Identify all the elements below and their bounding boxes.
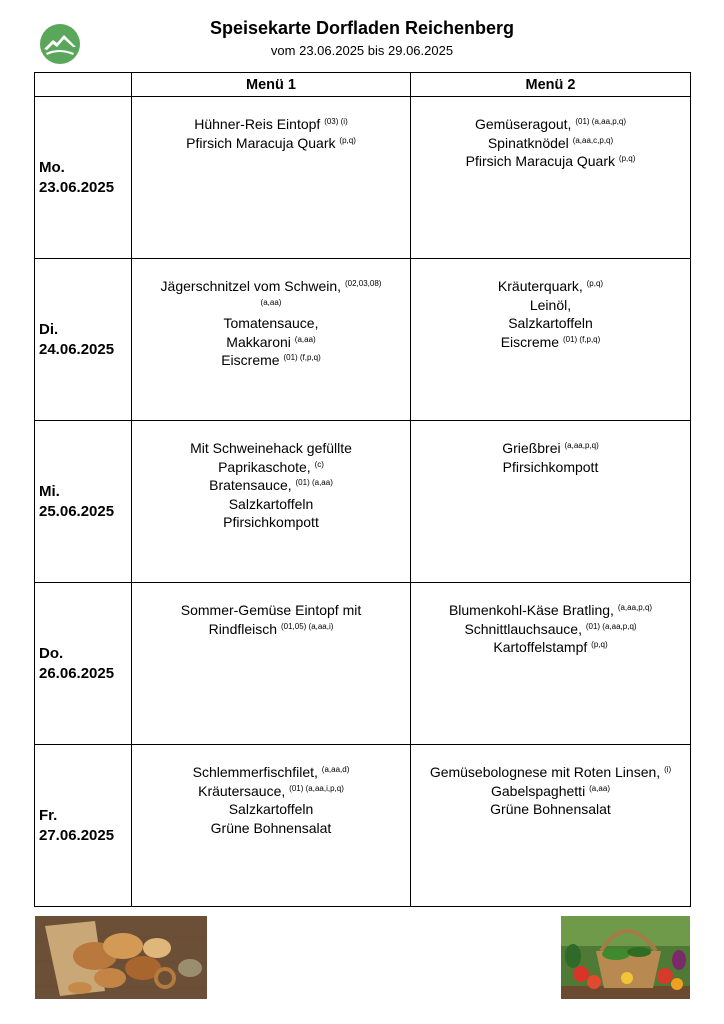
allergen-codes: (01) (a,aa,i,p,q) [289,783,344,793]
allergen-codes: (a,aa,p,q) [564,441,599,450]
dish-line [132,495,410,514]
dish-text: Kartoffelstampf [493,639,588,655]
allergen-codes: (a,aa,p,q) [617,603,653,612]
day-cell [35,745,132,907]
dish-line [132,601,410,620]
allergen-codes: (a,aa,d) [321,765,350,774]
day-date: 23.06.2025 [39,178,115,196]
allergen-codes: (a,aa) [260,297,282,307]
dish-line [132,513,410,532]
dish-text: Sommer-Gemüse Eintopf mit [180,602,362,618]
day-row [35,97,691,259]
dish-list [132,115,410,152]
allergen-codes: (c) [314,459,324,469]
dish-line [411,620,690,639]
day-row [35,259,691,421]
dish-line [411,296,690,315]
day-date: 24.06.2025 [39,340,115,358]
day-row [35,583,691,745]
allergen-codes: (02,03,08) [344,279,382,288]
dish-list [411,439,690,476]
dish-text: Gemüseragout, [474,116,572,132]
dish-text: Mit Schweinehack gefüllte [190,440,352,456]
dish-text: Pfirsichkompott [223,514,319,530]
menu1-cell [132,745,411,907]
date-range: vom 23.06.2025 bis 29.06.2025 [270,43,454,58]
dish-list [132,763,410,837]
dish-text: Grüne Bohnensalat [210,819,332,836]
dish-text: Tomatensauce, [223,315,319,331]
dish-text: Pfirsich Maracuja Quark [465,153,616,169]
day-row [35,421,691,583]
dish-line [132,476,410,495]
allergen-codes: (a,aa) [294,334,316,344]
dish-text: Gabelspaghetti [491,782,586,799]
day-cell [35,583,132,745]
dish-text: Blumenkohl-Käse Bratling, [448,602,614,618]
allergen-codes: (01,05) (a,aa,i) [280,621,334,631]
dish-line [411,800,690,819]
day-cell [35,97,132,259]
dish-text: Leinöl, [529,296,572,313]
dish-text: Hühner-Reis Eintopf [194,116,321,132]
menu2-cell [411,421,691,583]
dish-line [411,314,690,333]
dish-text: Salzkartoffeln [508,315,593,331]
dish-line [411,458,690,477]
allergen-codes: (p,q) [586,279,604,288]
dish-line [132,134,410,153]
dish-text: Salzkartoffeln [228,801,314,817]
dish-line [411,115,690,134]
dish-text: Bratensauce, [209,477,292,493]
menu1-cell [132,259,411,421]
dish-line [132,800,410,819]
day-row [35,745,691,907]
dish-text: Pfirsich Maracuja Quark [186,134,336,151]
dish-line [132,277,410,296]
allergen-codes: (01) (f,p,q) [562,334,601,344]
dish-text: Schnittlauchsauce, [464,620,582,637]
dish-line [132,819,410,838]
dish-line [411,638,690,657]
dish-text: Jägerschnitzel vom Schwein, [160,278,342,294]
day-cell [35,421,132,583]
menu2-cell [411,583,691,745]
menu2-cell [411,97,691,259]
dish-line [132,333,410,352]
dish-line [132,296,410,315]
menu1-cell [132,583,411,745]
day-date: 25.06.2025 [39,502,115,520]
dish-text: Kräuterquark, [497,278,583,294]
allergen-codes: (p,q) [618,154,636,163]
allergen-codes: (01) (a,aa,p,q) [585,621,637,631]
dish-line [132,782,410,801]
dish-text: Makkaroni [226,333,291,350]
dish-line [411,277,690,296]
allergen-codes: (a,aa) [589,783,610,793]
day-date: 26.06.2025 [39,664,115,682]
dish-line [132,439,410,458]
dish-text: Schlemmerfischfilet, [192,764,318,780]
dish-list [132,277,410,370]
allergen-codes: (01) (a,aa,p,q) [575,117,627,126]
dish-list [411,601,690,657]
dish-line [411,333,690,352]
allergen-codes: (p,q) [339,135,356,145]
day-name: Di. [39,320,59,338]
dish-line [132,763,410,782]
day-date: 27.06.2025 [39,826,115,844]
day-name: Fr. [39,806,58,824]
dish-list [411,115,690,171]
allergen-codes: (01) (f,p,q) [283,353,321,362]
dish-text: Grießbrei [502,440,561,456]
header-row [35,73,691,97]
dish-text: Kräutersauce, [198,782,286,799]
day-cell [35,259,132,421]
dish-line [411,782,690,801]
allergen-codes: (a,aa,c,p,q) [572,135,614,145]
dish-text: Grüne Bohnensalat [490,801,611,817]
dish-line [411,134,690,153]
dish-text: Spinatknödel [487,134,569,151]
vegetable-basket-photo [561,916,690,999]
dish-line [411,763,690,782]
menu1-cell [132,421,411,583]
dish-line [132,314,410,333]
dish-line [132,115,410,134]
allergen-codes: (01) (a,aa) [295,478,333,487]
allergen-codes: (p,q) [591,640,608,649]
dish-line [132,458,410,477]
day-name: Mo. [39,158,65,176]
dish-list [132,601,410,638]
dish-text: Paprikaschote, [218,458,311,475]
dish-text: Rindfleisch [208,620,278,637]
dish-list [411,763,690,819]
dish-line [411,439,690,458]
dish-line [132,351,410,370]
menu2-cell [411,745,691,907]
column-header-menu2: Menü 2 [411,73,691,97]
dish-list [132,439,410,532]
dish-text: Eiscreme [221,352,280,368]
menu1-cell [132,97,411,259]
day-name: Mi. [39,482,60,500]
allergen-codes: (03) (i) [324,117,348,126]
menu2-cell [411,259,691,421]
menu-table [34,72,691,907]
allergen-codes: (i) [664,765,672,774]
dish-line [132,620,410,639]
dish-text: Salzkartoffeln [228,495,314,512]
dish-text: Eiscreme [500,333,560,350]
dish-list [411,277,690,351]
page-title: Speisekarte Dorfladen Reichenberg [209,18,515,38]
bread-basket-photo [35,916,207,999]
column-header-menu1: Menü 1 [132,73,411,97]
dish-text: Gemüsebolognese mit Roten Linsen, [429,764,661,780]
dish-text: Pfirsichkompott [502,458,599,475]
dish-line [411,601,690,620]
day-name: Do. [39,644,64,662]
corner-cell [35,73,132,97]
dish-line [411,152,690,171]
